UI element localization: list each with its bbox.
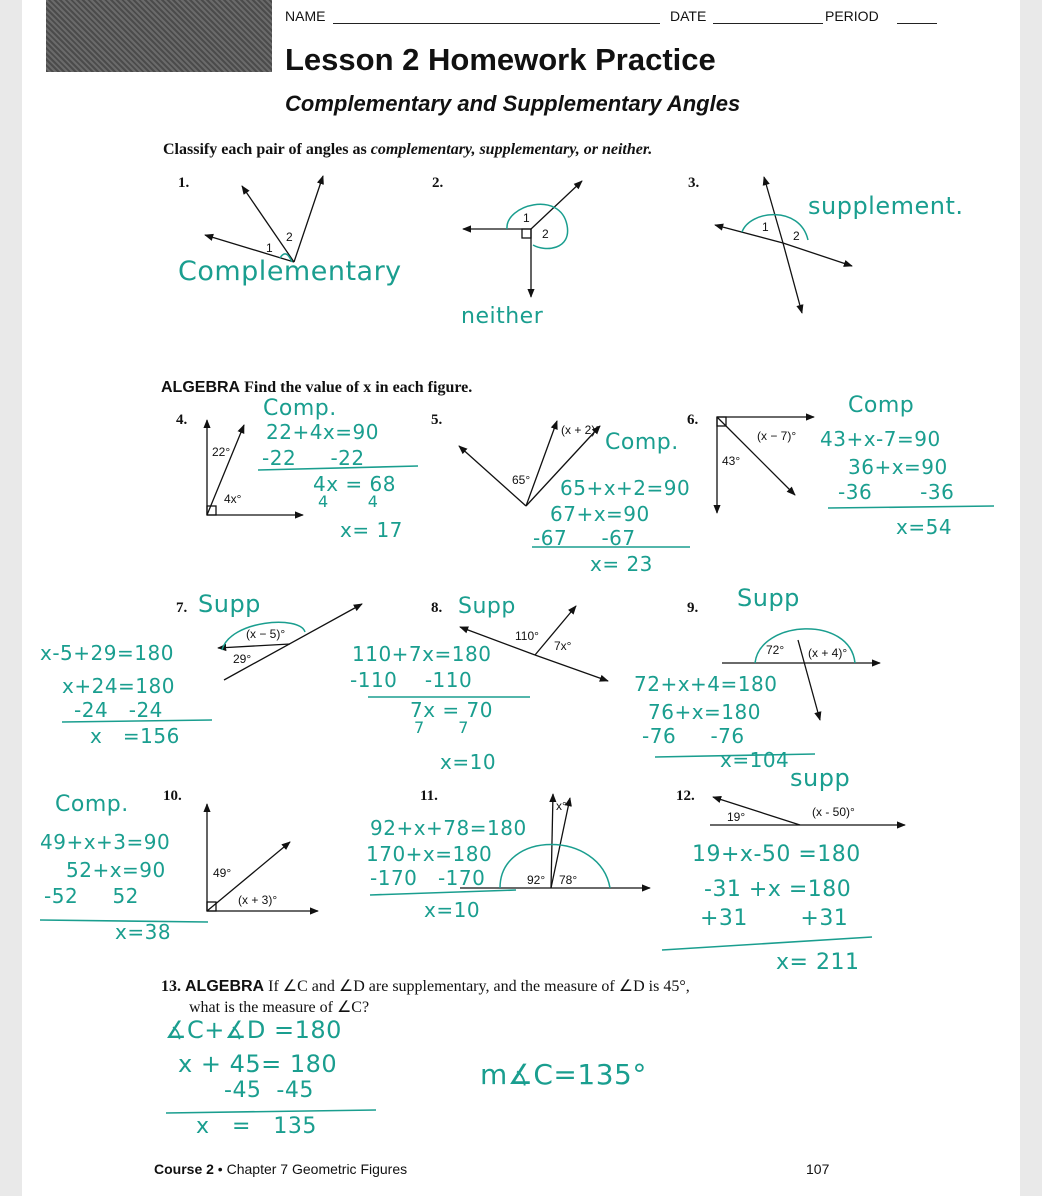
- lesson-title: Lesson 2 Homework Practice: [285, 42, 716, 77]
- work-8-line-3: -110 -110: [350, 668, 473, 692]
- work-8-line-1: Supp: [458, 594, 516, 619]
- answer-3: supplement.: [808, 192, 964, 220]
- work-13-line-4: x = 135: [196, 1114, 317, 1139]
- work-5-line-2: 65+x+2=90: [560, 476, 691, 500]
- fig1-label-2: 2: [286, 230, 293, 244]
- work-4-line-3: -22 -22: [262, 446, 365, 470]
- work-12-line-2: 19+x-50 =180: [692, 842, 861, 867]
- section2-heading-rest: Find the value of x in each figure.: [240, 379, 473, 396]
- problem-11-number: 11.: [420, 788, 438, 804]
- work-7-line-3: x+24=180: [62, 674, 175, 698]
- work-13-line-1: ∡C+∡D =180: [165, 1016, 342, 1044]
- footer-course-name: Course 2: [154, 1161, 214, 1177]
- fig7-label-29: 29°: [233, 652, 252, 666]
- work-4-line-2: 22+4x=90: [266, 420, 379, 444]
- problem-13-text: [161, 976, 690, 996]
- fig4-label-22: 22°: [212, 445, 231, 459]
- work-4-line-5: 4 4: [318, 492, 379, 511]
- work-9-line-1: Supp: [737, 584, 800, 612]
- work-6-line-3: 36+x=90: [848, 455, 948, 479]
- work-10-line-2: 49+x+3=90: [40, 830, 171, 854]
- work-5-line-3: 67+x=90: [550, 502, 650, 526]
- fig11-label-92: 92°: [527, 873, 546, 887]
- work-10-line-5: x=38: [115, 920, 172, 944]
- problem-10-number: 10.: [163, 788, 182, 804]
- lesson-subtitle: Complementary and Supplementary Angles: [285, 91, 741, 116]
- work-4-line-6: x= 17: [340, 518, 403, 542]
- instruction-prefix: Classify each pair of angles as: [163, 141, 371, 158]
- fig3-line-a-right: [783, 243, 852, 266]
- problem-13-line-1: If ∠C and ∠D are supplementary, and the measure of ∠D is 45°,: [264, 978, 690, 995]
- work-9-line-4: -76 -76: [642, 724, 745, 748]
- fig1-label-1: 1: [266, 241, 273, 255]
- figure-1: [205, 176, 323, 262]
- fig5-label-65: 65°: [512, 473, 531, 487]
- work-9-line-3: 76+x=180: [648, 700, 761, 724]
- work-5-line-4: -67 -67: [533, 526, 636, 550]
- problem-13-line-2: what is the measure of ∠C?: [189, 999, 370, 1016]
- fig12-label-19: 19°: [727, 810, 746, 824]
- work-13-line-3: -45 -45: [224, 1078, 314, 1103]
- problem-1-number: 1.: [178, 175, 190, 191]
- fig2-label-1: 1: [523, 211, 530, 225]
- work-12-line-4: +31 +31: [700, 906, 849, 931]
- fig3-line-b-down: [783, 243, 802, 313]
- work-5-line-1: Comp.: [605, 430, 679, 455]
- page-number: 107: [806, 1161, 830, 1177]
- fig5-ray-mid: [526, 421, 557, 506]
- work-4-line-1: Comp.: [263, 396, 337, 421]
- work-10-line-3: 52+x=90: [66, 858, 166, 882]
- problem-7-number: 7.: [176, 600, 188, 616]
- work-8-line-6: x=10: [440, 750, 497, 774]
- work-7-line-4: -24 -24: [74, 698, 163, 722]
- fig10-label-x3: (x + 3)°: [238, 893, 278, 907]
- problem-3-number: 3.: [688, 175, 700, 191]
- instruction-terms: complementary, supplementary, or neither.: [370, 141, 653, 158]
- fig7-ray-left: [218, 644, 290, 648]
- work-6-line-1: Comp: [848, 393, 915, 418]
- work-12-line-5: x= 211: [776, 950, 860, 975]
- problem-13-bold: ALGEBRA: [185, 978, 265, 995]
- fig1-ray-right: [294, 176, 323, 262]
- footer-bullet: •: [213, 1161, 227, 1177]
- figure-11: [460, 794, 650, 888]
- work-6-line-4: -36 -36: [838, 480, 955, 504]
- date-label: DATE: [670, 8, 707, 24]
- work-6-line-5: x=54: [896, 515, 953, 539]
- fig12-label-x50: (x - 50)°: [812, 805, 855, 819]
- work-8-line-5: 7 7: [414, 718, 469, 737]
- problem-6-number: 6.: [687, 412, 699, 428]
- name-label: NAME: [285, 8, 326, 24]
- work-11-line-4: x=10: [424, 898, 481, 922]
- answer-1: Complementary: [178, 256, 402, 287]
- fig9-label-x4: (x + 4)°: [808, 646, 848, 660]
- fig8-label-110: 110°: [515, 629, 539, 643]
- work-11-line-1: 92+x+78=180: [370, 816, 527, 840]
- fig4-label-4x: 4x°: [224, 492, 242, 506]
- problem-5-number: 5.: [431, 412, 443, 428]
- fig2-right-angle: [522, 229, 531, 238]
- work-9-line-2: 72+x+4=180: [634, 672, 778, 696]
- work-7-line-2: x-5+29=180: [40, 641, 174, 665]
- footer-course: [154, 1161, 407, 1177]
- work-13-line-2: x + 45= 180: [178, 1050, 338, 1078]
- fig3-line-a-left: [715, 225, 783, 243]
- work-11-line-2: 170+x=180: [366, 842, 493, 866]
- problem-9-number: 9.: [687, 600, 699, 616]
- problem-12-number: 12.: [676, 788, 695, 804]
- work-6-line-2: 43+x-7=90: [820, 427, 941, 451]
- problem-8-number: 8.: [431, 600, 443, 616]
- fig6-label-43: 43°: [722, 454, 741, 468]
- answer-13: m∡C=135°: [480, 1058, 647, 1091]
- fig11-ray-up: [551, 794, 553, 888]
- work-10-line-1: Comp.: [55, 792, 129, 817]
- work-4-line-4: 4x = 68: [313, 472, 396, 496]
- fig11-label-x: x°: [556, 799, 567, 813]
- work-8-line-4: 7x = 70: [410, 698, 493, 722]
- fig10-label-49: 49°: [213, 866, 232, 880]
- work-8-line-2: 110+7x=180: [352, 642, 492, 666]
- problem-13-number: 13.: [161, 978, 181, 995]
- work-12-line-3: -31 +x =180: [704, 877, 852, 902]
- fig2-label-2: 2: [542, 227, 549, 241]
- fig6-label-x7: (x − 7)°: [757, 429, 797, 443]
- work-7-line-1: Supp: [198, 590, 261, 618]
- problem-4-number: 4.: [176, 412, 188, 428]
- fig8-label-7x: 7x°: [554, 639, 572, 653]
- problem-2-number: 2.: [432, 175, 444, 191]
- section2-heading: [161, 379, 472, 397]
- section2-heading-bold: ALGEBRA: [161, 379, 241, 396]
- fig3-label-1: 1: [762, 220, 769, 234]
- fig3-label-2: 2: [793, 229, 800, 243]
- period-label: PERIOD: [825, 8, 879, 24]
- fig8-line-right: [535, 655, 608, 681]
- fig7-label-x5: (x − 5)°: [246, 627, 286, 641]
- work-5-line-5: x= 23: [590, 552, 653, 576]
- work-7-line-5: x =156: [90, 724, 180, 748]
- fig5-label-x2: (x + 2)°: [561, 423, 601, 437]
- work-11-line-3: -170 -170: [370, 866, 486, 890]
- work-12-line-1: supp: [790, 764, 851, 792]
- fig2-marking: [507, 204, 568, 248]
- fig9-label-72: 72°: [766, 643, 785, 657]
- work-9-line-5: x=104: [720, 748, 790, 772]
- footer-chapter: Chapter 7 Geometric Figures: [226, 1161, 408, 1177]
- answer-2: neither: [461, 304, 544, 329]
- fig11-label-78: 78°: [559, 873, 578, 887]
- work-10-line-4: -52 52: [44, 884, 139, 908]
- figure-2: [463, 181, 582, 297]
